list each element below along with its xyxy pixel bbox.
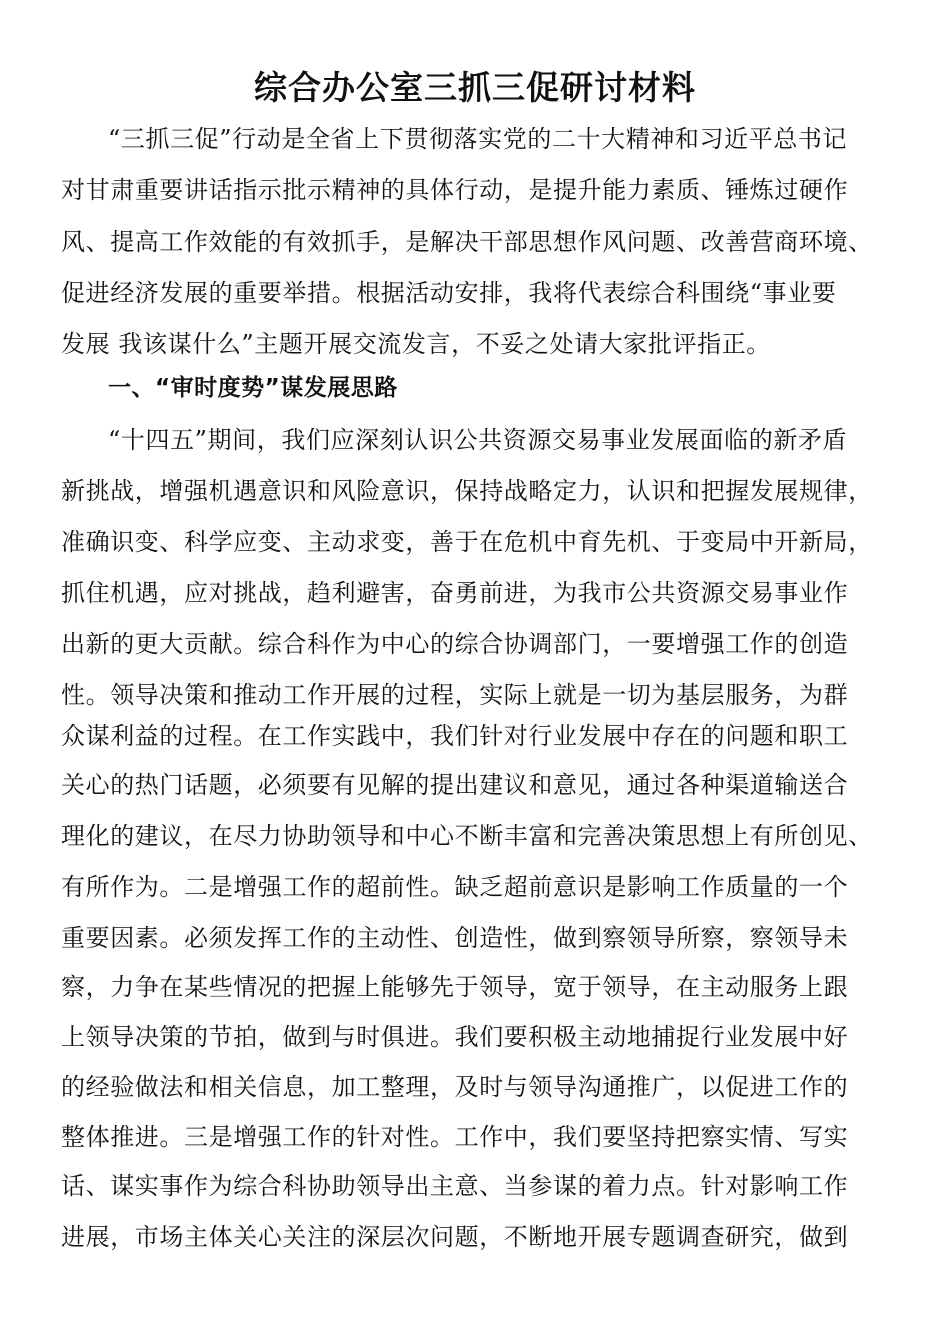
document-title: 综合办公室三抓三促研讨材料 xyxy=(254,68,696,107)
paragraph-line: 对甘肃重要讲话指示批示精神的具体行动，是提升能力素质、锤炼过硬作 xyxy=(61,176,849,204)
paragraph-line: 察，力争在某些情况的把握上能够先于领导，宽于领导，在主动服务上跟 xyxy=(61,973,849,1001)
section-heading: 一、“审时度势”谋发展思路 xyxy=(108,375,398,401)
paragraph-line: 性。领导决策和推动工作开展的过程，实际上就是一切为基层服务，为群 xyxy=(61,681,849,709)
paragraph-line: 重要因素。必须发挥工作的主动性、创造性，做到察领导所察，察领导未 xyxy=(61,924,849,952)
paragraph-line: 准确识变、科学应变、主动求变，善于在危机中育先机、于变局中开新局， xyxy=(61,528,873,556)
paragraph-line: 出新的更大贡献。综合科作为中心的综合协调部门，一要增强工作的创造 xyxy=(61,630,849,658)
paragraph-line: 促进经济发展的重要举措。根据活动安排，我将代表综合科围绕“事业要 xyxy=(61,279,837,307)
paragraph-line: “三抓三促”行动是全省上下贯彻落实党的二十大精神和习近平总书记 xyxy=(108,125,848,153)
paragraph-line: 众谋利益的过程。在工作实践中，我们针对行业发展中存在的问题和职工 xyxy=(61,722,849,750)
paragraph-line: 发展 我该谋什么”主题开展交流发言，不妥之处请大家批评指正。 xyxy=(61,330,771,358)
paragraph-line: 理化的建议，在尽力协助领导和中心不断丰富和完善决策思想上有所创见、 xyxy=(61,822,873,850)
paragraph-line: 风、提高工作效能的有效抓手，是解决干部思想作风问题、改善营商环境、 xyxy=(61,228,873,256)
paragraph-line: 上领导决策的节拍，做到与时俱进。我们要积极主动地捕捉行业发展中好 xyxy=(61,1023,849,1051)
paragraph-line: 的经验做法和相关信息，加工整理，及时与领导沟通推广，以促进工作的 xyxy=(61,1073,849,1101)
paragraph-line: 话、谋实事作为综合科协助领导出主意、当参谋的着力点。针对影响工作 xyxy=(61,1172,849,1200)
paragraph-line: 关心的热门话题，必须要有见解的提出建议和意见，通过各种渠道输送合 xyxy=(61,771,849,799)
paragraph-line: 有所作为。二是增强工作的超前性。缺乏超前意识是影响工作质量的一个 xyxy=(61,873,849,901)
paragraph-line: “十四五”期间，我们应深刻认识公共资源交易事业发展面临的新矛盾 xyxy=(108,426,848,454)
paragraph-line: 新挑战，增强机遇意识和风险意识，保持战略定力，认识和把握发展规律， xyxy=(61,477,873,505)
paragraph-line: 抓住机遇，应对挑战，趋利避害，奋勇前进，为我市公共资源交易事业作 xyxy=(61,579,849,607)
paragraph-line: 进展，市场主体关心关注的深层次问题，不断地开展专题调查研究，做到 xyxy=(61,1223,849,1251)
paragraph-line: 整体推进。三是增强工作的针对性。工作中，我们要坚持把察实情、写实 xyxy=(61,1123,849,1151)
